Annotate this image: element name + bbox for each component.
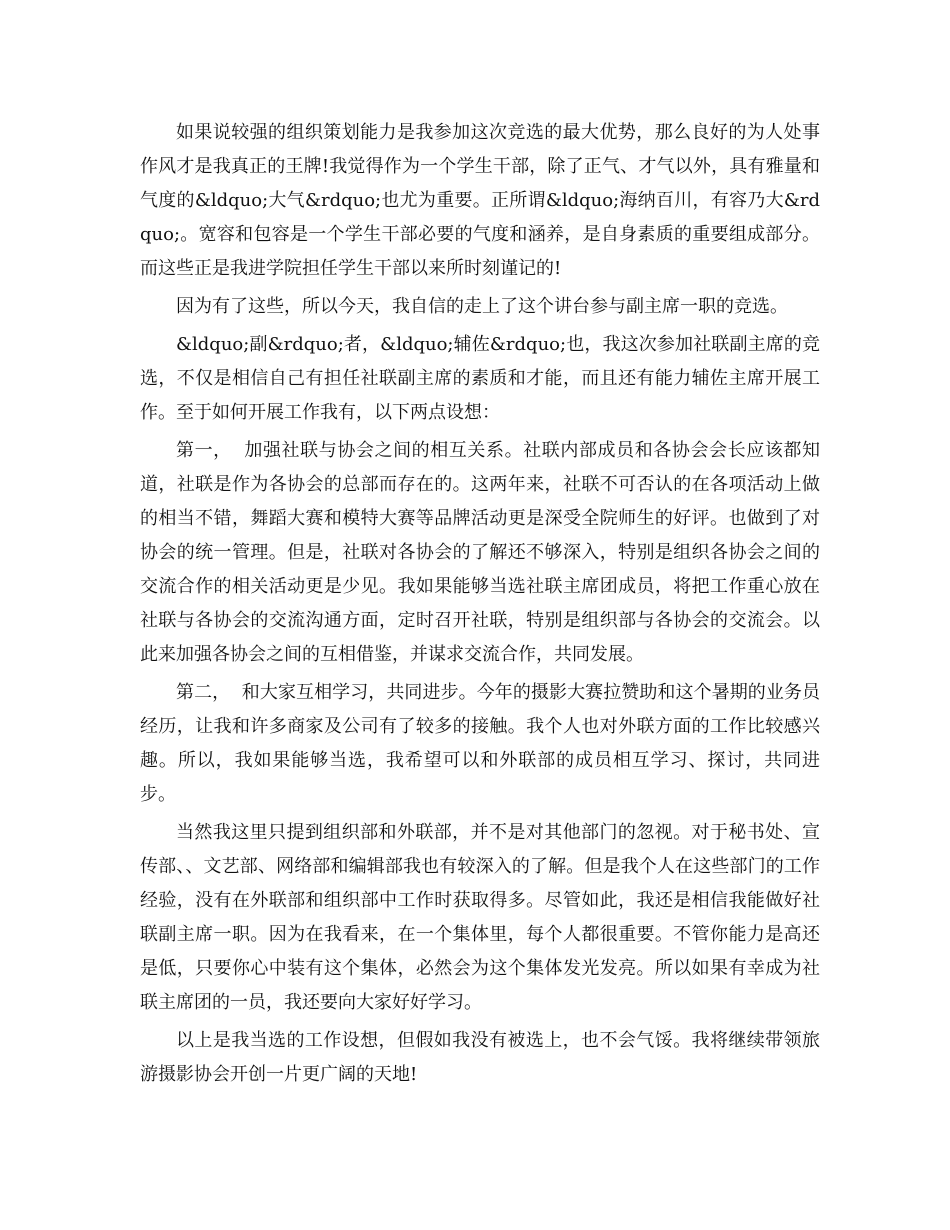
paragraph-3: &ldquo;副&rdquo;者，&ldquo;辅佐&rdquo;也，我这次参加社联副主席的竞选，不仅是相信自己有担任社联副主席的素质和才能，而且还有能力辅佐主席开展工作。至于如何开展工作我有，以下两点设想： bbox=[140, 334, 820, 423]
document-body bbox=[140, 116, 820, 1092]
paragraph-5: 第二， 和大家互相学习，共同进步。今年的摄影大赛拉赞助和这个暑期的业务员经历，让我和许多商家及公司有了较多的接触。我个人也对外联方面的工作比较感兴趣。所以，我如果能够当选，我希望可以和外联部的成员相互学习、探讨，共同进步。 bbox=[140, 682, 820, 805]
paragraph-2: 因为有了这些，所以今天，我自信的走上了这个讲台参与副主席一职的竞选。 bbox=[176, 296, 788, 317]
paragraph-6: 当然我这里只提到组织部和外联部，并不是对其他部门的忽视。对于秘书处、宣传部、、文艺部、网络部和编辑部我也有较深入的了解。但是我个人在这些部门的工作经验，没有在外联部和组织部中工作时获取得多。尽管如此，我还是相信我能做好社联副主席一职。因为在我看来，在一个集体里，每个人都很重要。不管你能力是高还是低，只要你心中装有这个集体，必然会为这个集体发光发亮。所以如果有幸成为社联主席团的一员，我还要向大家好好学习。 bbox=[140, 822, 820, 1013]
paragraph-1: 如果说较强的组织策划能力是我参加这次竞选的最大优势，那么良好的为人处事作风才是我真正的王牌!我觉得作为一个学生干部，除了正气、才气以外，具有雅量和气度的&ldquo;大气&rdquo;也尤为重要。正所谓&ldquo;海纳百川，有容乃大&rdquo;。宽容和包容是一个学生干部必要的气度和涵养，是自身素质的重要组成部分。而这些正是我进学院担任学生干部以来所时刻谨记的! bbox=[140, 122, 820, 279]
paragraph-4: 第一， 加强社联与协会之间的相互关系。社联内部成员和各协会会长应该都知道，社联是作为各协会的总部而存在的。这两年来，社联不可否认的在各项活动上做的相当不错，舞蹈大赛和模特大赛等品牌活动更是深受全院师生的好评。也做到了对协会的统一管理。但是，社联对各协会的了解还不够深入，特别是组织各协会之间的交流合作的相关活动更是少见。我如果能够当选社联主席团成员，将把工作重心放在社联与各协会的交流沟通方面，定时召开社联，特别是组织部与各协会的交流会。以此来加强各协会之间的互相借鉴，并谋求交流合作，共同发展。 bbox=[140, 440, 820, 665]
paragraph-7: 以上是我当选的工作设想，但假如我没有被选上，也不会气馁。我将继续带领旅游摄影协会开创一片更广阔的天地! bbox=[140, 1030, 820, 1085]
